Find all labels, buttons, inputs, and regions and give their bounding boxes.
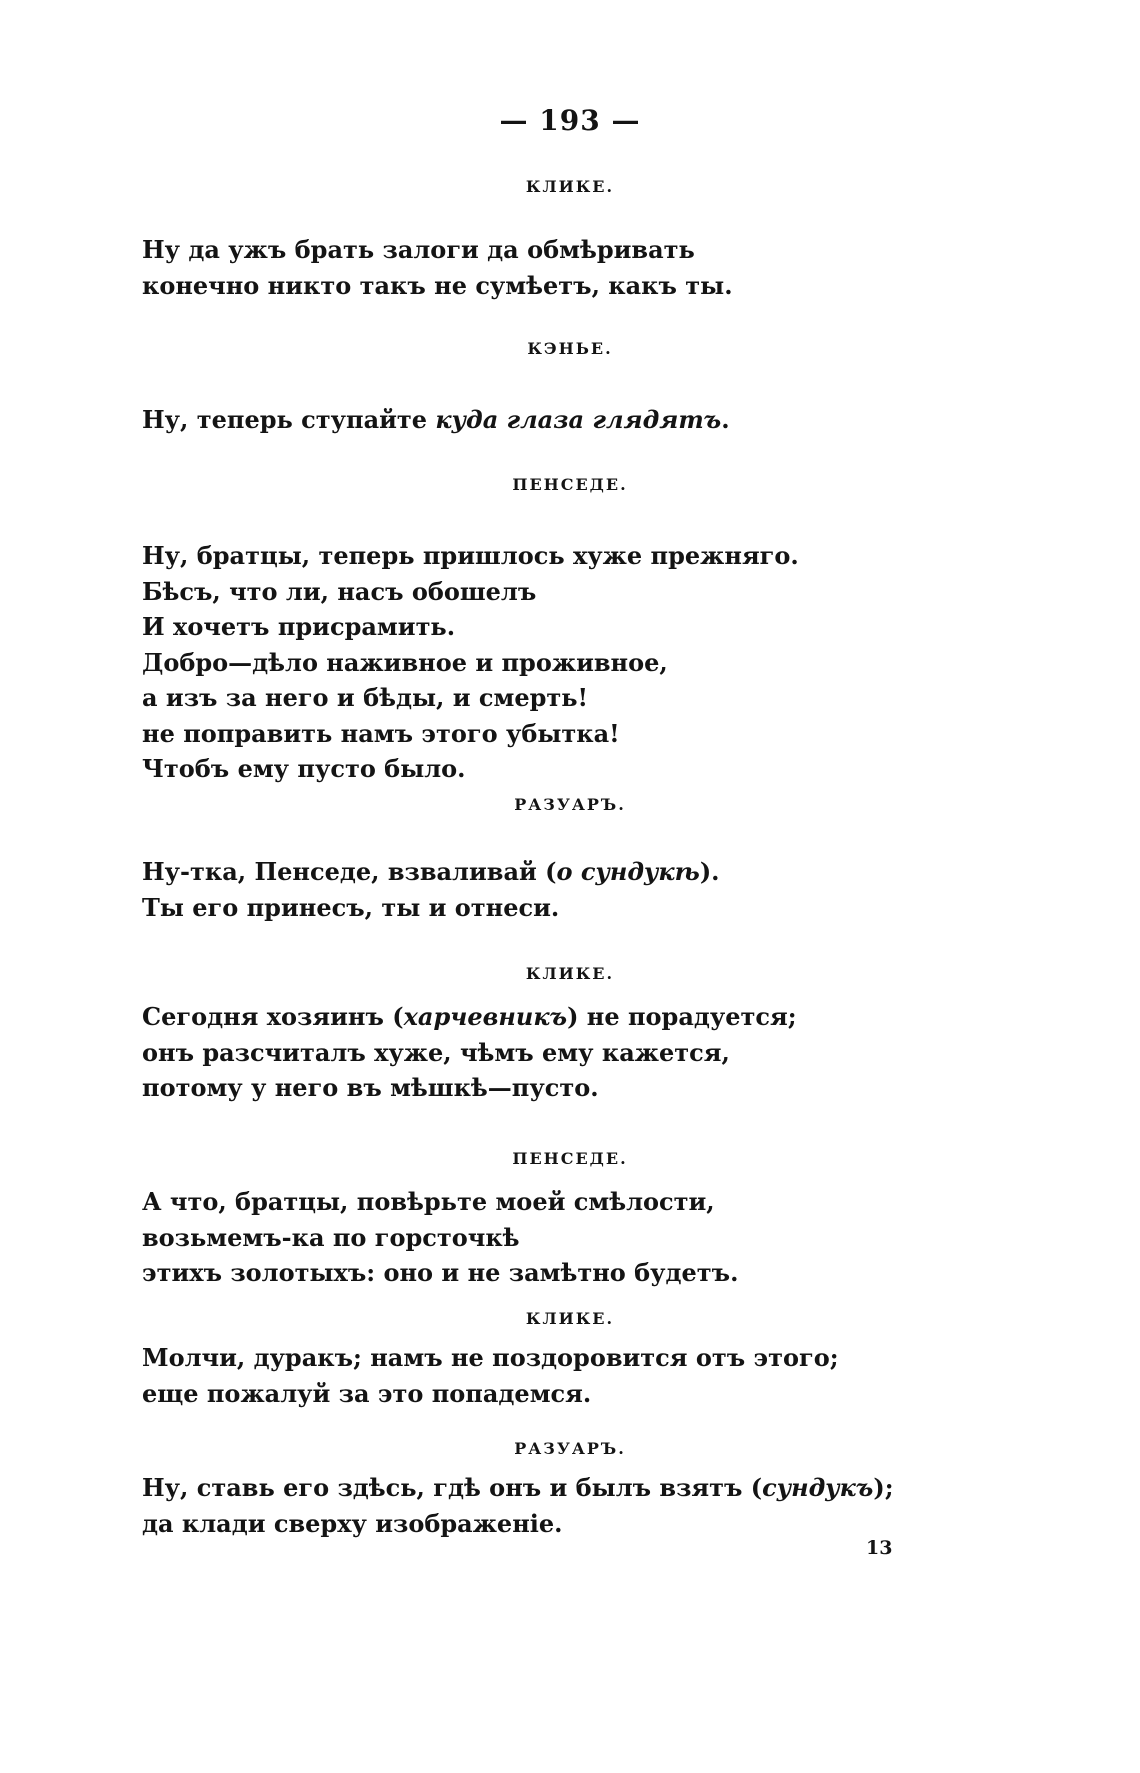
- verse-line: [142, 999, 1140, 1035]
- verse-line: онъ разсчиталъ хуже, чѣмъ ему кажется,: [142, 1037, 730, 1067]
- stage-direction: харчевникъ: [403, 1002, 568, 1031]
- speaker-name: РАЗУАРЪ.: [514, 1439, 626, 1458]
- speech-lines: [0, 538, 1140, 787]
- speaker-name: КЛИКЕ.: [525, 177, 615, 196]
- verse-line: Чтобъ ему пусто было.: [142, 754, 466, 783]
- speech-block: [0, 176, 1140, 303]
- verse-line: Добро—дѣло наживное и проживное,: [142, 647, 668, 677]
- verse-line: А что, братцы, повѣрьте моей смѣлости,: [142, 1187, 715, 1216]
- speech-block: [0, 474, 1140, 787]
- stage-direction: о сундукѣ: [556, 857, 700, 886]
- speech-block: [0, 794, 1140, 925]
- verse-line: да клади сверху изображеніе.: [142, 1508, 563, 1538]
- speaker-name: КЭНЬЕ.: [527, 339, 613, 358]
- verse-line: И хочетъ присрамить.: [142, 612, 456, 641]
- verse-line: [142, 402, 1140, 438]
- verse-line: Ну да ужъ брать залоги да обмѣривать: [142, 235, 695, 264]
- verse-text: ) не порадуется;: [567, 1002, 797, 1031]
- speaker-name: ПЕНСЕДЕ.: [512, 1149, 628, 1168]
- speech-lines: [0, 1470, 1140, 1541]
- speech-block: [0, 1438, 1140, 1541]
- verse-line: [142, 1470, 1140, 1506]
- speech-block: [0, 338, 1140, 438]
- verse-text: Ну, теперь ступайте: [142, 405, 436, 434]
- verse-text: Ну-тка, Пенседе, взваливай (: [142, 857, 557, 886]
- speaker-name: КЛИКЕ.: [525, 964, 615, 983]
- speech-lines: [0, 1340, 1140, 1411]
- verse-line: Ну, братцы, теперь пришлось хуже прежняго.: [142, 541, 799, 570]
- verse-text: ).: [699, 857, 720, 886]
- verse-line: потому у него въ мѣшкѣ—пусто.: [142, 1073, 599, 1102]
- page-number: — 193 —: [499, 104, 641, 137]
- verse-text: Сегодня хозяинъ (: [142, 1002, 404, 1031]
- verse-line: не поправить намъ этого убытка!: [142, 718, 620, 748]
- verse-text: );: [873, 1473, 894, 1502]
- verse-line: [142, 854, 1140, 890]
- speech-lines: [0, 854, 1140, 925]
- verse-line: этихъ золотыхъ: оно и не замѣтно будетъ.: [142, 1258, 739, 1287]
- speech-block: [0, 1308, 1140, 1411]
- signature-mark: 13: [866, 1537, 893, 1559]
- verse-line: еще пожалуй за это попадемся.: [142, 1378, 592, 1408]
- speaker-name: ПЕНСЕДЕ.: [512, 475, 628, 494]
- stage-direction: сундукъ: [762, 1473, 874, 1502]
- speaker-name: РАЗУАРЪ.: [514, 795, 626, 814]
- speech-block: [0, 963, 1140, 1106]
- speech-lines: [0, 402, 1140, 438]
- verse-line: возьмемъ-ка по горсточкѣ: [142, 1222, 520, 1252]
- verse-line: Молчи, дуракъ; намъ не поздоровится отъ этого;: [142, 1343, 839, 1372]
- stage-direction: куда глаза глядятъ: [435, 405, 722, 434]
- verse-line: конечно никто такъ не сумѣетъ, какъ ты.: [142, 270, 733, 300]
- speaker-name: КЛИКЕ.: [525, 1309, 615, 1328]
- verse-text: .: [721, 405, 730, 434]
- speech-lines: [0, 232, 1140, 303]
- speech-lines: [0, 1184, 1140, 1291]
- verse-text: Ну, ставь его здѣсь, гдѣ онъ и былъ взятъ (: [142, 1473, 763, 1502]
- speech-block: [0, 1148, 1140, 1291]
- verse-line: Бѣсъ, что ли, насъ обошелъ: [142, 576, 537, 606]
- verse-line: Ты его принесъ, ты и отнеси.: [142, 892, 560, 922]
- speech-lines: [0, 999, 1140, 1106]
- verse-line: а изъ за него и бѣды, и смерть!: [142, 683, 589, 712]
